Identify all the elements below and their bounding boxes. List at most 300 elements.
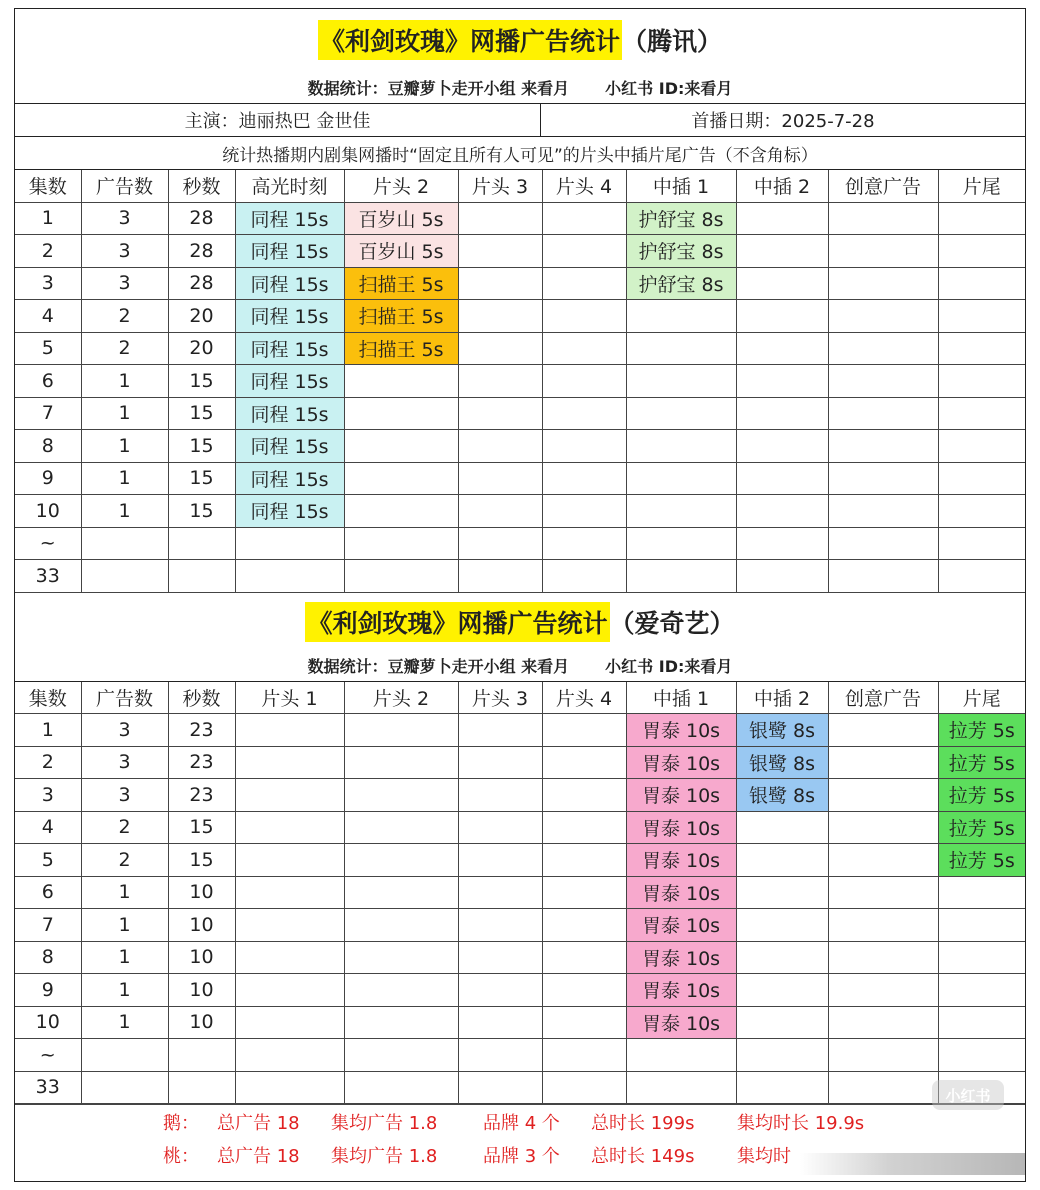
cast-info: 主演：迪丽热巴 金世佳 <box>15 104 541 136</box>
section2-title <box>15 593 1025 651</box>
table-cell: 7 <box>15 909 81 942</box>
table-cell <box>828 941 938 974</box>
table-cell <box>542 267 626 300</box>
column-header: 片头 2 <box>344 170 458 202</box>
table-cell: 15 <box>168 811 235 844</box>
table-cell: 1 <box>81 365 168 398</box>
table-cell <box>736 202 828 235</box>
table-cell <box>542 202 626 235</box>
table-cell <box>458 1071 542 1104</box>
table-cell <box>168 1039 235 1072</box>
table-cell: 拉芳 5s <box>938 811 1025 844</box>
table-row <box>15 527 1025 560</box>
table-cell: 10 <box>168 909 235 942</box>
table-cell <box>736 495 828 528</box>
table-cell: 胃泰 10s <box>626 974 736 1007</box>
table-cell <box>344 1006 458 1039</box>
table-cell: 5 <box>15 332 81 365</box>
table-row <box>15 560 1025 593</box>
table-row <box>15 267 1025 300</box>
table-cell: 9 <box>15 462 81 495</box>
table-cell <box>736 909 828 942</box>
blurred-watermark-id <box>800 1153 1025 1175</box>
column-header: 片头 4 <box>542 170 626 202</box>
table-cell <box>626 1039 736 1072</box>
table-cell <box>458 332 542 365</box>
column-header: 片头 2 <box>344 682 458 714</box>
table-cell <box>81 1071 168 1104</box>
table-cell: 同程 15s <box>235 332 344 365</box>
table-cell: 33 <box>15 560 81 593</box>
table-cell <box>542 974 626 1007</box>
premiere-date: 首播日期：2025-7-28 <box>691 111 875 132</box>
table-cell <box>736 1071 828 1104</box>
table-cell <box>828 202 938 235</box>
table-cell <box>235 1006 344 1039</box>
table-cell <box>542 430 626 463</box>
table-cell: 1 <box>81 397 168 430</box>
table-row <box>15 462 1025 495</box>
table-row <box>15 876 1025 909</box>
table-cell <box>235 941 344 974</box>
table-cell <box>828 300 938 333</box>
table-cell <box>828 495 938 528</box>
table-cell <box>458 779 542 812</box>
table-cell <box>938 974 1025 1007</box>
xiaohongshu-watermark: 小红书 <box>932 1080 1004 1110</box>
table-cell <box>828 1039 938 1072</box>
table-cell: 28 <box>168 235 235 268</box>
table-cell: 3 <box>15 267 81 300</box>
section2-title-suffix: （爱奇艺） <box>609 608 735 638</box>
table-cell <box>542 909 626 942</box>
summary-avg-ads: 集均广告 1.8 <box>331 1112 438 1134</box>
table-cell <box>626 462 736 495</box>
table-row <box>15 811 1025 844</box>
table-cell <box>828 462 938 495</box>
table-cell: 3 <box>81 267 168 300</box>
table-cell <box>626 527 736 560</box>
table-cell: 5 <box>15 844 81 877</box>
column-header: 创意广告 <box>828 682 938 714</box>
table-row <box>15 397 1025 430</box>
table-cell: 胃泰 10s <box>626 714 736 747</box>
table-cell: 3 <box>81 714 168 747</box>
table-cell: 2 <box>15 235 81 268</box>
section1-title-main: 《利剑玫瑰》网播广告统计 <box>318 20 622 60</box>
table-row <box>15 332 1025 365</box>
table-cell: 扫描王 5s <box>344 300 458 333</box>
column-header: 高光时刻 <box>235 170 344 202</box>
section1-xhs-credit: 小红书 ID:来看月 <box>605 78 733 98</box>
section1-stats-credit: 数据统计：豆瓣萝卜走开小组 来看月 <box>307 78 570 98</box>
table-cell <box>344 909 458 942</box>
table-cell <box>736 527 828 560</box>
summary-total-ads: 总广告 18 <box>217 1145 300 1167</box>
table-cell <box>344 876 458 909</box>
table-cell <box>736 462 828 495</box>
table-cell <box>344 714 458 747</box>
table-cell <box>736 941 828 974</box>
table-cell: 胃泰 10s <box>626 844 736 877</box>
table-cell: 23 <box>168 714 235 747</box>
summary-brands: 品牌 4 个 <box>483 1112 560 1134</box>
column-header: 秒数 <box>168 682 235 714</box>
table-cell: 8 <box>15 430 81 463</box>
table-cell <box>938 397 1025 430</box>
table-cell: 6 <box>15 876 81 909</box>
table-cell <box>542 495 626 528</box>
table-cell <box>542 365 626 398</box>
table-row <box>15 1006 1025 1039</box>
table-cell <box>938 560 1025 593</box>
table-cell <box>828 397 938 430</box>
table-cell: 3 <box>81 779 168 812</box>
table-cell: 扫描王 5s <box>344 332 458 365</box>
table-cell <box>736 876 828 909</box>
table-cell <box>344 560 458 593</box>
table-header-row <box>15 682 1025 714</box>
table-cell <box>458 746 542 779</box>
table-row <box>15 235 1025 268</box>
table-cell <box>344 941 458 974</box>
table-cell: 同程 15s <box>235 495 344 528</box>
table-cell: 护舒宝 8s <box>626 235 736 268</box>
table-cell: 1 <box>81 974 168 1007</box>
table-cell <box>235 811 344 844</box>
table-cell <box>828 779 938 812</box>
table-cell <box>938 495 1025 528</box>
table-cell <box>344 495 458 528</box>
table-cell <box>235 1071 344 1104</box>
table-cell <box>458 909 542 942</box>
table-cell: 15 <box>168 462 235 495</box>
table-cell <box>542 560 626 593</box>
table-row <box>15 365 1025 398</box>
table-cell: 3 <box>81 235 168 268</box>
table-cell <box>344 811 458 844</box>
table-cell: 15 <box>168 844 235 877</box>
table-cell: 1 <box>81 495 168 528</box>
table-cell: 10 <box>168 974 235 1007</box>
table-cell: 拉芳 5s <box>938 714 1025 747</box>
column-header: 秒数 <box>168 170 235 202</box>
table-cell: 同程 15s <box>235 365 344 398</box>
table-cell: 8 <box>15 941 81 974</box>
table-cell <box>828 560 938 593</box>
table-cell: 1 <box>81 430 168 463</box>
table-cell <box>344 1039 458 1072</box>
table-cell: 23 <box>168 746 235 779</box>
table-cell <box>344 430 458 463</box>
section2-xhs-credit: 小红书 ID:来看月 <box>605 657 733 676</box>
table-cell: 百岁山 5s <box>344 202 458 235</box>
table-cell <box>626 1071 736 1104</box>
table-cell <box>235 974 344 1007</box>
iqiyi-ad-table <box>15 682 1025 1105</box>
table-cell <box>458 1006 542 1039</box>
table-cell <box>938 1039 1025 1072</box>
table-cell: 同程 15s <box>235 462 344 495</box>
table-cell: 同程 15s <box>235 235 344 268</box>
table-cell: 胃泰 10s <box>626 1006 736 1039</box>
table-cell <box>828 332 938 365</box>
table-cell <box>626 397 736 430</box>
table-cell <box>626 430 736 463</box>
table-cell: 胃泰 10s <box>626 876 736 909</box>
table-cell <box>235 714 344 747</box>
table-cell: 2 <box>81 844 168 877</box>
table-cell <box>542 300 626 333</box>
table-cell <box>736 300 828 333</box>
table-cell <box>458 365 542 398</box>
table-cell: 1 <box>81 909 168 942</box>
summary-avg-duration: 集均时 <box>737 1145 791 1167</box>
table-cell: 3 <box>81 202 168 235</box>
table-cell: 28 <box>168 202 235 235</box>
table-cell <box>458 1039 542 1072</box>
table-row <box>15 1071 1025 1104</box>
table-cell <box>458 397 542 430</box>
table-cell: 银鹭 8s <box>736 746 828 779</box>
table-cell: 拉芳 5s <box>938 779 1025 812</box>
table-cell <box>344 1071 458 1104</box>
table-cell <box>736 811 828 844</box>
column-header: 中插 1 <box>626 170 736 202</box>
summary-avg-ads: 集均广告 1.8 <box>331 1145 438 1167</box>
table-row <box>15 1039 1025 1072</box>
table-cell: 3 <box>15 779 81 812</box>
table-cell: 同程 15s <box>235 430 344 463</box>
table-cell <box>235 876 344 909</box>
table-cell: 2 <box>81 811 168 844</box>
table-cell: 9 <box>15 974 81 1007</box>
table-cell: 10 <box>15 1006 81 1039</box>
table-cell <box>458 300 542 333</box>
table-cell <box>542 332 626 365</box>
section1-title-suffix: （腾讯） <box>622 27 723 56</box>
summary-total-duration: 总时长 149s <box>591 1145 695 1167</box>
table-cell <box>626 332 736 365</box>
table-cell <box>938 202 1025 235</box>
table-cell: 10 <box>168 1006 235 1039</box>
column-header: 集数 <box>15 682 81 714</box>
table-cell <box>542 779 626 812</box>
table-cell: 1 <box>15 202 81 235</box>
table-cell: ~ <box>15 1039 81 1072</box>
section2-title-main: 《利剑玫瑰》网播广告统计 <box>305 602 609 642</box>
table-cell <box>344 365 458 398</box>
table-cell <box>235 560 344 593</box>
table-cell <box>344 746 458 779</box>
table-cell: 胃泰 10s <box>626 746 736 779</box>
table-row <box>15 202 1025 235</box>
table-cell <box>542 235 626 268</box>
table-cell <box>542 1039 626 1072</box>
table-cell <box>828 974 938 1007</box>
section2-stats-credit: 数据统计：豆瓣萝卜走开小组 来看月 <box>307 657 570 676</box>
table-cell: 2 <box>81 332 168 365</box>
table-cell <box>626 560 736 593</box>
table-cell <box>235 909 344 942</box>
table-cell <box>828 746 938 779</box>
table-cell <box>168 1071 235 1104</box>
table-cell <box>938 267 1025 300</box>
table-row <box>15 909 1025 942</box>
column-header: 片尾 <box>938 170 1025 202</box>
table-cell <box>828 876 938 909</box>
table-cell <box>828 844 938 877</box>
table-cell <box>542 462 626 495</box>
table-cell <box>235 844 344 877</box>
table-cell <box>736 235 828 268</box>
table-cell: 15 <box>168 365 235 398</box>
table-cell <box>542 714 626 747</box>
table-cell: 1 <box>81 462 168 495</box>
table-cell <box>938 430 1025 463</box>
table-cell: 银鹭 8s <box>736 714 828 747</box>
table-cell <box>458 202 542 235</box>
column-header: 广告数 <box>81 682 168 714</box>
table-cell: 护舒宝 8s <box>626 202 736 235</box>
table-cell: 33 <box>15 1071 81 1104</box>
table-cell: 10 <box>168 941 235 974</box>
table-cell: 4 <box>15 300 81 333</box>
table-cell <box>81 527 168 560</box>
table-row <box>15 746 1025 779</box>
table-cell <box>235 527 344 560</box>
table-cell <box>235 1039 344 1072</box>
table-cell <box>828 235 938 268</box>
table-cell <box>626 300 736 333</box>
table-cell: 拉芳 5s <box>938 844 1025 877</box>
table-cell <box>626 365 736 398</box>
summary-total-duration: 总时长 199s <box>591 1112 695 1134</box>
tencent-ad-table <box>15 170 1025 593</box>
table-cell: 10 <box>168 876 235 909</box>
table-cell <box>828 1071 938 1104</box>
table-cell: 20 <box>168 300 235 333</box>
summary-avg-duration: 集均时长 19.9s <box>737 1112 865 1134</box>
cast-premiere-row <box>15 104 1025 137</box>
table-cell <box>938 300 1025 333</box>
table-cell <box>736 397 828 430</box>
table-cell <box>736 560 828 593</box>
column-header: 片头 3 <box>458 170 542 202</box>
table-cell <box>828 430 938 463</box>
table-cell <box>828 267 938 300</box>
table-cell <box>458 495 542 528</box>
table-cell <box>542 941 626 974</box>
table-cell: 7 <box>15 397 81 430</box>
table-cell <box>938 365 1025 398</box>
table-cell: 10 <box>15 495 81 528</box>
table-row <box>15 941 1025 974</box>
table-cell <box>458 811 542 844</box>
table-cell: 护舒宝 8s <box>626 267 736 300</box>
table-row <box>15 495 1025 528</box>
table-cell: 1 <box>81 876 168 909</box>
column-header: 中插 2 <box>736 170 828 202</box>
section1-title <box>15 9 1025 71</box>
table-row <box>15 844 1025 877</box>
table-cell: 15 <box>168 397 235 430</box>
table-cell <box>458 941 542 974</box>
table-cell <box>81 1039 168 1072</box>
table-cell <box>458 844 542 877</box>
column-header: 片头 1 <box>235 682 344 714</box>
table-cell <box>458 560 542 593</box>
column-header: 中插 1 <box>626 682 736 714</box>
table-cell: 同程 15s <box>235 300 344 333</box>
table-cell: 4 <box>15 811 81 844</box>
table-cell <box>736 974 828 1007</box>
table-cell <box>542 811 626 844</box>
column-header: 片头 3 <box>458 682 542 714</box>
table-row <box>15 779 1025 812</box>
table-cell <box>168 527 235 560</box>
table-cell <box>344 779 458 812</box>
table-cell: 20 <box>168 332 235 365</box>
section1-credits <box>15 71 1025 104</box>
table-cell <box>736 844 828 877</box>
table-cell <box>235 746 344 779</box>
table-cell: ~ <box>15 527 81 560</box>
statistics-sheet <box>14 8 1026 1182</box>
table-cell <box>828 365 938 398</box>
table-cell <box>938 909 1025 942</box>
section2-credits <box>15 651 1025 682</box>
table-cell: 百岁山 5s <box>344 235 458 268</box>
table-cell: 银鹭 8s <box>736 779 828 812</box>
table-cell <box>168 560 235 593</box>
table-cell <box>736 332 828 365</box>
table-cell: 1 <box>15 714 81 747</box>
table-cell <box>542 844 626 877</box>
table-cell <box>542 746 626 779</box>
table-cell <box>81 560 168 593</box>
table-cell <box>458 462 542 495</box>
column-header: 中插 2 <box>736 682 828 714</box>
table-cell <box>344 844 458 877</box>
table-cell <box>828 1006 938 1039</box>
table-cell <box>344 527 458 560</box>
table-cell <box>736 430 828 463</box>
table-cell: 同程 15s <box>235 267 344 300</box>
table-cell <box>542 1071 626 1104</box>
table-cell <box>458 527 542 560</box>
table-row <box>15 300 1025 333</box>
table-cell <box>736 365 828 398</box>
table-cell <box>458 430 542 463</box>
table-cell: 同程 15s <box>235 202 344 235</box>
table-row <box>15 974 1025 1007</box>
table-cell <box>458 267 542 300</box>
table-cell: 2 <box>15 746 81 779</box>
table-cell <box>828 811 938 844</box>
column-header: 广告数 <box>81 170 168 202</box>
table-cell <box>938 332 1025 365</box>
summary-brands: 品牌 3 个 <box>483 1145 560 1167</box>
table-cell: 胃泰 10s <box>626 811 736 844</box>
table-cell: 扫描王 5s <box>344 267 458 300</box>
table-cell <box>626 495 736 528</box>
table-cell <box>736 1039 828 1072</box>
table-cell <box>736 1006 828 1039</box>
table-cell <box>542 397 626 430</box>
table-cell: 1 <box>81 941 168 974</box>
table-cell: 2 <box>81 300 168 333</box>
